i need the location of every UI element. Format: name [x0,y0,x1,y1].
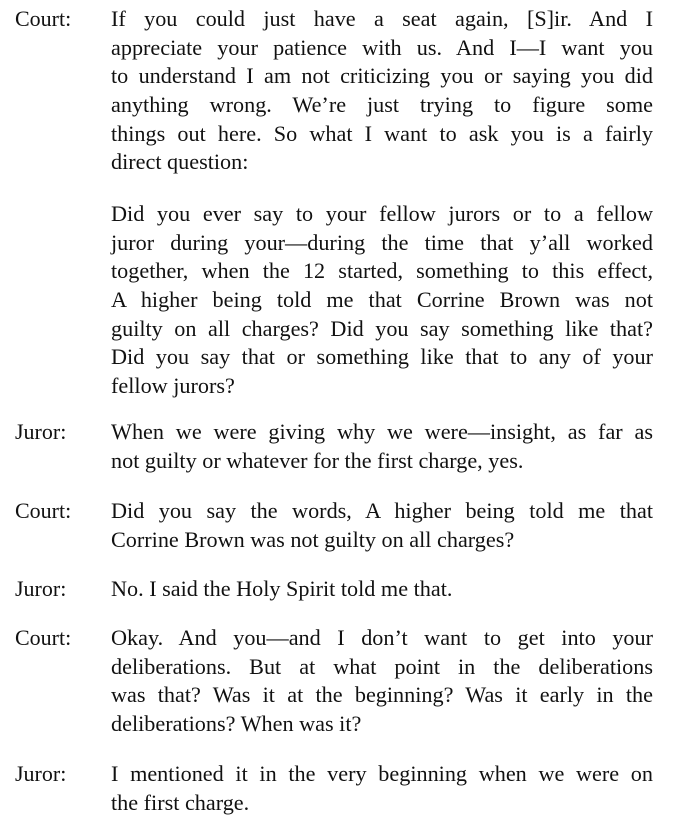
text-line: appreciate your patience with us. And I—I want you [111,34,653,60]
text-line: not guilty or whatever for the first charge, yes. [111,447,524,473]
speaker-label: Juror: [15,419,67,444]
text-line: Okay. And you—and I don’t want to get into your [111,625,653,650]
text-line: A higher being told me that Corrine Brown was not [111,287,653,313]
utterance [111,5,653,177]
speaker-label: Court: [15,625,72,650]
paragraph [111,497,653,554]
paragraph [111,624,653,739]
text-line: deliberations? When was it? [111,711,362,737]
text-line: fellow jurors? [111,373,235,399]
text-line: I mentioned it in the very beginning when we were on [111,761,653,786]
text-line: When we were giving why we were—insight, as far as [111,419,653,444]
utterance [111,418,653,475]
text-line: Corrine Brown was not guilty on all charges? [111,526,515,552]
text-line: Did you say the words, A higher being told me that [111,498,653,523]
text-line: things out here. So what I want to ask you is a fairly [111,120,653,146]
text-line: If you could just have a seat again, [S]ir. And I [111,6,653,31]
text-line: anything wrong. We’re just trying to figure some [111,92,653,118]
speaker-label: Court: [15,498,72,523]
text-line: direct question: [111,149,249,175]
speaker-label: Juror: [15,576,67,601]
utterance [111,760,653,817]
text-line: deliberations. But at what point in the deliberations [111,653,653,679]
text-line: juror during your—during the time that y’all worked [111,229,653,255]
paragraph [111,5,653,177]
utterance [111,575,653,604]
text-line: to understand I am not criticizing you or saying you did [111,63,653,89]
paragraph [111,760,653,817]
paragraph [111,200,653,401]
text-line: Did you say that or something like that to any of your [111,344,653,370]
text-line: was that? Was it at the beginning? Was it early in the [111,682,653,708]
text-line: No. I said the Holy Spirit told me that. [111,576,453,601]
utterance [111,624,653,739]
text-line: Did you ever say to your fellow jurors or to a fellow [111,201,653,226]
utterance [111,497,653,554]
text-line: together, when the 12 started, something to this effect, [111,258,653,284]
paragraph [111,575,653,604]
speaker-label: Court: [15,6,72,31]
speaker-label: Juror: [15,761,67,786]
text-line: the first charge. [111,789,250,815]
text-line: guilty on all charges? Did you say something like that? [111,315,653,341]
utterance [111,200,653,401]
paragraph [111,418,653,475]
